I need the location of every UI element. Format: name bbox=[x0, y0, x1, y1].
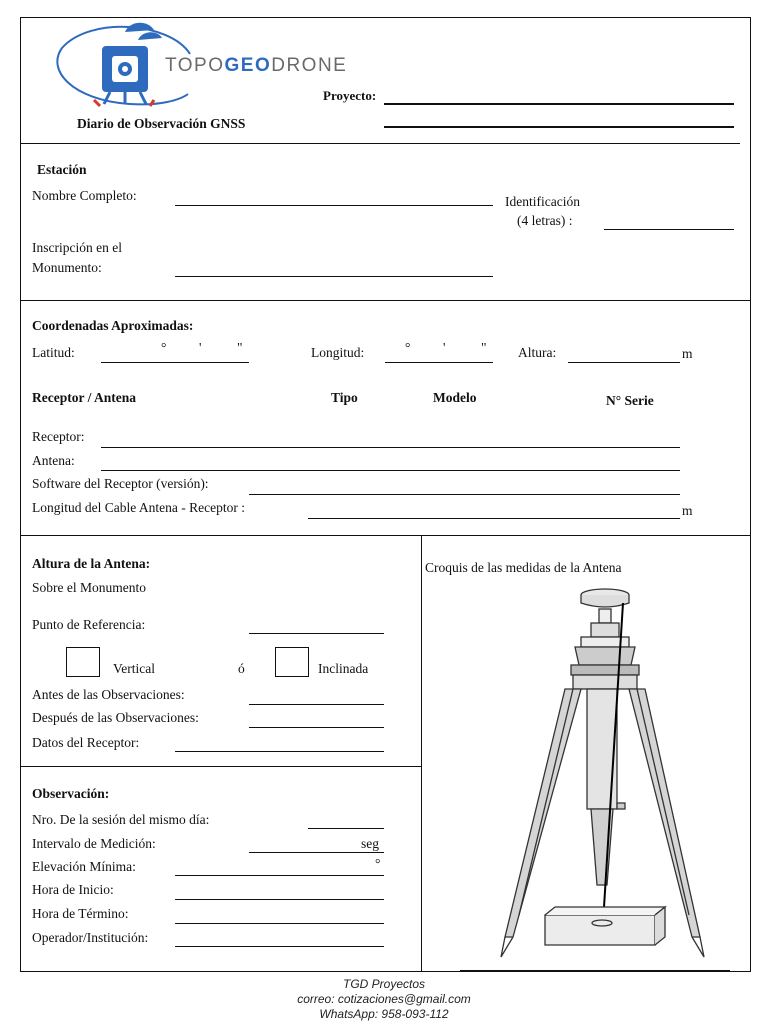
coordenadas-divider bbox=[20, 535, 750, 536]
inscripcion-label-1: Inscripción en el bbox=[32, 240, 122, 255]
intervalo-field[interactable] bbox=[249, 852, 384, 853]
hora-termino-field[interactable] bbox=[175, 923, 384, 924]
croquis-heading: Croquis de las medidas de la Antena bbox=[425, 560, 622, 575]
intervalo-unit: seg bbox=[361, 836, 379, 851]
operador-label: Operador/Institución: bbox=[32, 930, 149, 945]
altura-divider bbox=[20, 766, 421, 767]
croquis-bottom-line bbox=[460, 970, 730, 971]
longitud-minute: ' bbox=[443, 340, 446, 355]
o-label: ó bbox=[238, 661, 245, 676]
antes-label: Antes de las Observaciones: bbox=[32, 687, 185, 702]
receptor-label: Receptor: bbox=[32, 429, 85, 444]
punto-referencia-field[interactable] bbox=[249, 633, 384, 634]
sobre-monumento-label: Sobre el Monumento bbox=[32, 580, 146, 595]
hora-inicio-label: Hora de Inicio: bbox=[32, 882, 114, 897]
longitud-degree: ° bbox=[405, 340, 411, 355]
despues-label: Después de las Observaciones: bbox=[32, 710, 199, 725]
latitud-field[interactable] bbox=[101, 362, 249, 363]
footer-whatsapp: WhatsApp: 958-093-112 bbox=[319, 1007, 449, 1021]
punto-referencia-label: Punto de Referencia: bbox=[32, 617, 146, 632]
page-title: Diario de Observación GNSS bbox=[77, 116, 246, 131]
receptor-field[interactable] bbox=[101, 447, 680, 448]
cable-field[interactable] bbox=[308, 518, 680, 519]
col-modelo: Modelo bbox=[433, 390, 477, 405]
vertical-label: Vertical bbox=[113, 661, 155, 676]
tripod-sketch bbox=[495, 585, 710, 960]
proyecto-label: Proyecto: bbox=[323, 88, 377, 103]
footer-company: TGD Proyectos bbox=[342, 977, 426, 991]
proyecto-line-2[interactable] bbox=[384, 126, 734, 128]
identificacion-label-1: Identificación bbox=[505, 194, 580, 209]
inscripcion-field[interactable] bbox=[175, 276, 493, 277]
brand-prefix: TOPO bbox=[165, 55, 225, 76]
datos-receptor-label: Datos del Receptor: bbox=[32, 735, 140, 750]
hora-termino-label: Hora de Término: bbox=[32, 906, 129, 921]
estacion-heading: Estación bbox=[37, 162, 87, 177]
identificacion-field[interactable] bbox=[604, 229, 734, 230]
latitud-degree: ° bbox=[161, 340, 167, 355]
altura-field[interactable] bbox=[568, 362, 680, 363]
brand-name bbox=[165, 55, 347, 77]
brand-suffix: DRONE bbox=[271, 55, 348, 76]
intervalo-label: Intervalo de Medición: bbox=[32, 836, 156, 851]
hora-inicio-field[interactable] bbox=[175, 899, 384, 900]
software-label: Software del Receptor (versión): bbox=[32, 476, 209, 491]
cable-unit: m bbox=[682, 503, 693, 518]
nombre-field[interactable] bbox=[175, 205, 493, 206]
tripod-drawing bbox=[495, 585, 710, 960]
operador-field[interactable] bbox=[175, 946, 384, 947]
altura-antena-heading: Altura de la Antena: bbox=[32, 556, 151, 571]
identificacion-label-2: (4 letras) : bbox=[517, 213, 573, 228]
estacion-divider bbox=[20, 300, 750, 301]
header-divider bbox=[20, 143, 740, 144]
altura-label: Altura: bbox=[518, 345, 557, 360]
column-divider bbox=[421, 535, 422, 971]
cable-label: Longitud del Cable Antena - Receptor : bbox=[32, 500, 245, 515]
inclinada-checkbox[interactable] bbox=[275, 647, 309, 677]
col-serie: N° Serie bbox=[606, 393, 654, 408]
footer-email: correo: cotizaciones@gmail.com bbox=[297, 992, 471, 1006]
inscripcion-label-2: Monumento: bbox=[32, 260, 102, 275]
vertical-checkbox[interactable] bbox=[66, 647, 100, 677]
antes-field[interactable] bbox=[249, 704, 384, 705]
latitud-minute: ' bbox=[199, 340, 202, 355]
elevacion-unit: ° bbox=[375, 856, 381, 871]
despues-field[interactable] bbox=[249, 727, 384, 728]
antena-field[interactable] bbox=[101, 470, 680, 471]
nombre-label: Nombre Completo: bbox=[32, 188, 137, 203]
observacion-heading: Observación: bbox=[32, 786, 110, 801]
col-receptor-antena: Receptor / Antena bbox=[32, 390, 136, 405]
brand-accent: GEO bbox=[224, 55, 272, 76]
software-field[interactable] bbox=[249, 494, 680, 495]
longitud-second: " bbox=[481, 340, 487, 355]
longitud-label: Longitud: bbox=[311, 345, 365, 360]
longitud-field[interactable] bbox=[385, 362, 493, 363]
datos-receptor-field[interactable] bbox=[175, 751, 384, 752]
elevacion-field[interactable] bbox=[175, 875, 384, 876]
nro-sesion-label: Nro. De la sesión del mismo día: bbox=[32, 812, 210, 827]
elevacion-label: Elevación Mínima: bbox=[32, 859, 136, 874]
latitud-second: " bbox=[237, 340, 243, 355]
inclinada-label: Inclinada bbox=[318, 661, 369, 676]
nro-sesion-field[interactable] bbox=[308, 828, 384, 829]
proyecto-line-1[interactable] bbox=[384, 103, 734, 105]
coordenadas-heading: Coordenadas Aproximadas: bbox=[32, 318, 194, 333]
col-tipo: Tipo bbox=[331, 390, 358, 405]
altura-unit: m bbox=[682, 346, 693, 361]
latitud-label: Latitud: bbox=[32, 345, 75, 360]
antena-label: Antena: bbox=[32, 453, 75, 468]
